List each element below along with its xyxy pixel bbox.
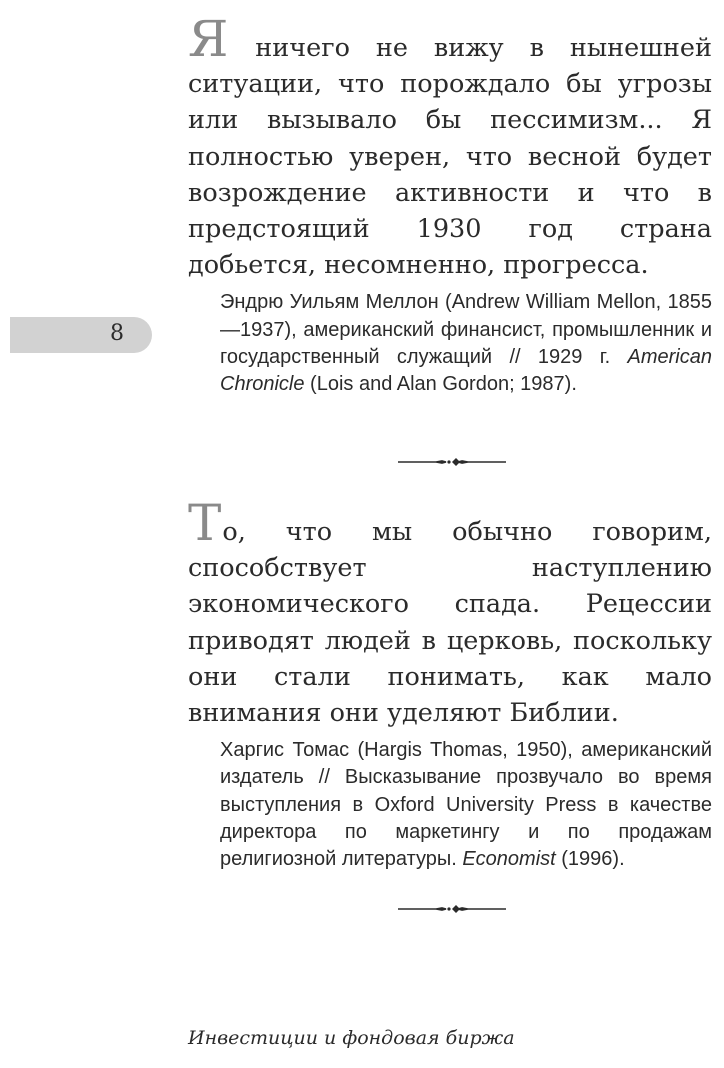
- quote-block-thomas: [188, 494, 712, 873]
- running-footer-title: Инвестиции и фондовая биржа: [188, 1027, 515, 1049]
- drop-cap: Я: [188, 10, 229, 68]
- quote-text: [188, 10, 712, 283]
- flourish-divider-icon: [396, 456, 508, 468]
- page-number-tab: [10, 317, 152, 353]
- flourish-divider-icon: [396, 903, 508, 915]
- quote-block-mellon: [188, 10, 712, 398]
- attribution-source-title: Economist: [462, 848, 556, 871]
- quote-text: [188, 494, 712, 731]
- quote-body: о, что мы обычно говорим, способствует наступлению экономического спада. Рецессии приводят людей в церковь, поскольку они стали понимать, как мало внимания они уделяют Библии.: [188, 517, 712, 729]
- quote-attribution: [220, 737, 712, 873]
- page-number: 8: [110, 321, 124, 346]
- attribution-text: Харгис Томас (Hargis Thomas, 1950), американский издатель // Высказывание прозвучало во время выступления в Oxford University Press в качестве директора по маркетингу и по продажам религиозной литературы.: [220, 739, 712, 871]
- attribution-source-title: American Chronicle: [220, 345, 712, 396]
- drop-cap: Т: [188, 494, 222, 552]
- quote-body: ничего не вижу в нынешней ситуации, что порождало бы угрозы или вызывало бы пессимизм... Я полностью уверен, что весной будет возрождение активности и что в предстоящий 1930 год страна добьется, несомненно, прогресса.: [188, 33, 712, 281]
- attribution-text: Эндрю Уильям Меллон (Andrew William Mellon, 1855—1937), американский финансист, промышленник и государственный служащий // 1929 г.: [220, 291, 712, 368]
- attribution-source-details: (1996).: [555, 848, 625, 871]
- quote-attribution: [220, 289, 712, 398]
- attribution-source-details: (Lois and Alan Gordon; 1987).: [304, 373, 577, 396]
